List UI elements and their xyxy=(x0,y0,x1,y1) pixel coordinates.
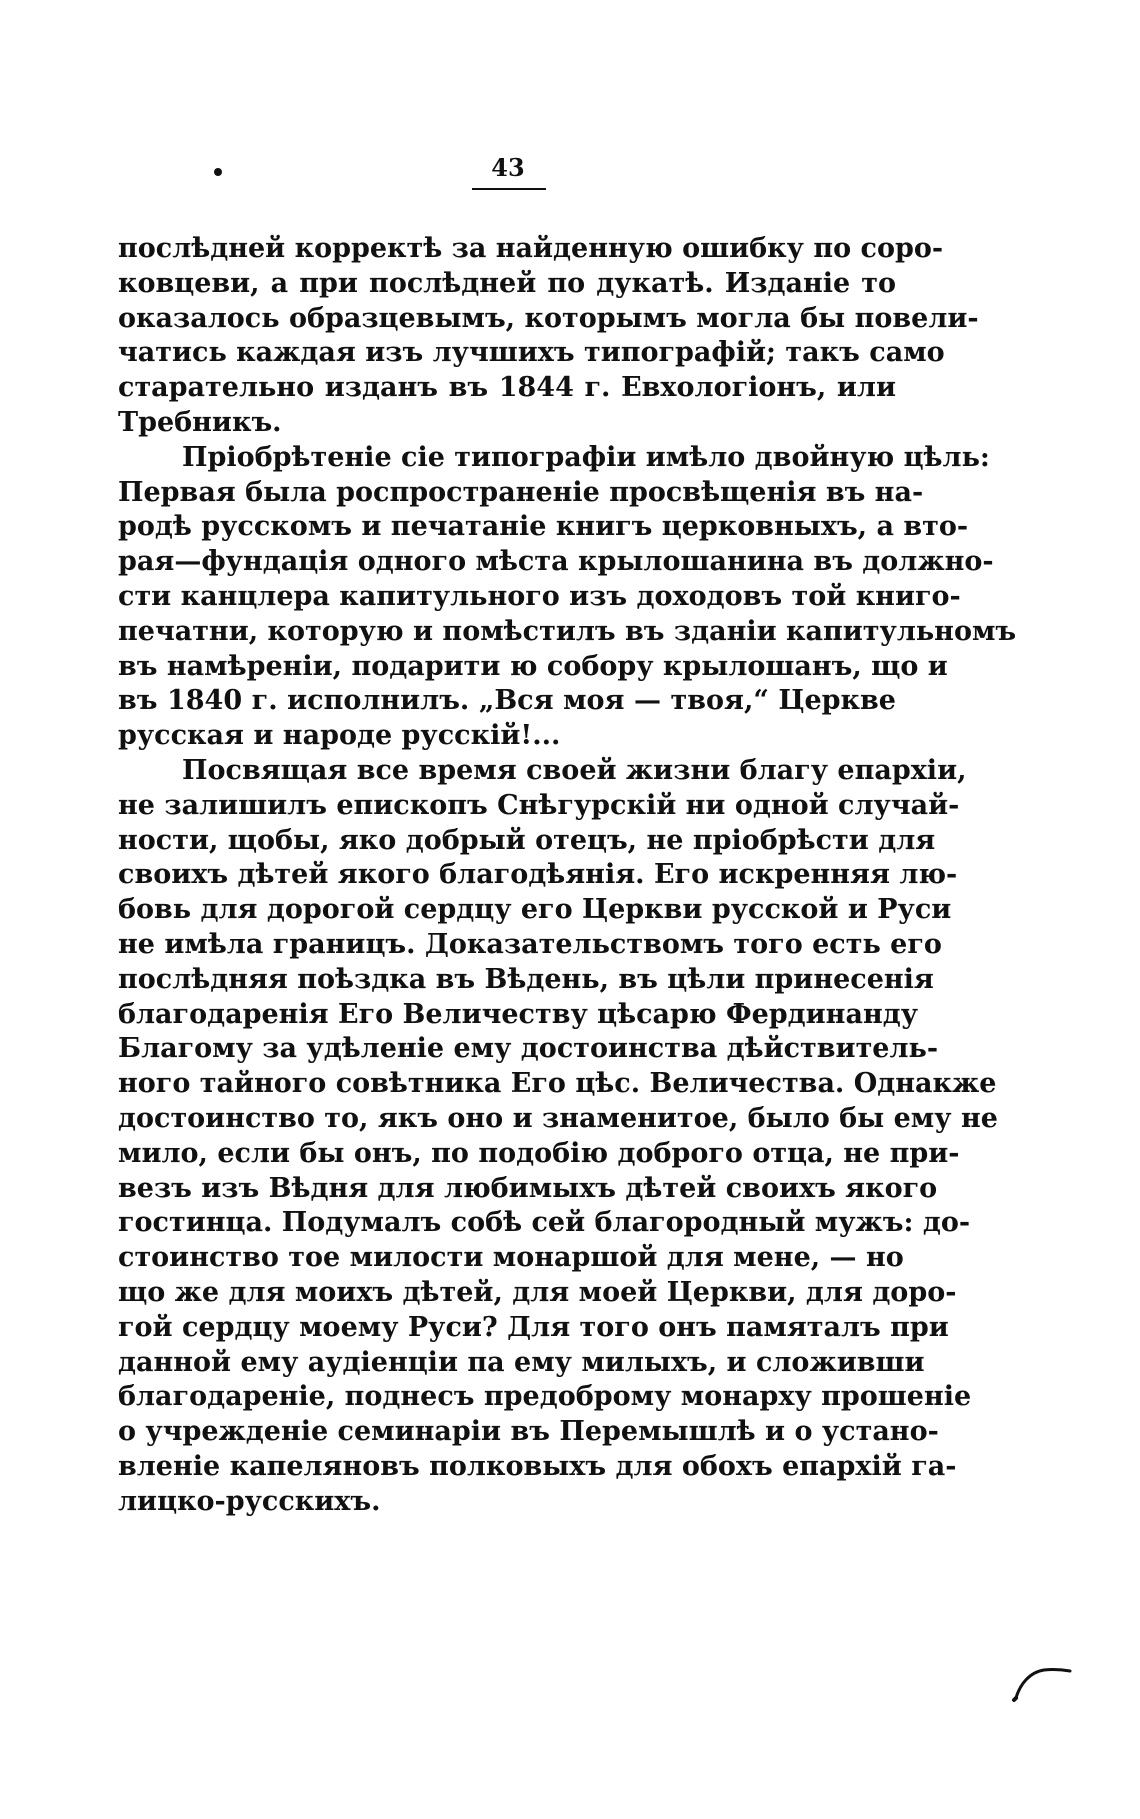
text-line: данной ему аудіенціи па ему милыхъ, и сложивши xyxy=(118,1346,925,1378)
text-line: стоинство тое милости монаршой для мене, — но xyxy=(118,1242,904,1274)
text-line: гостинца. Подумалъ собѣ сей благородный мужъ: до- xyxy=(118,1207,971,1239)
text-line: оказалось образцевымъ, которымъ могла бы повели- xyxy=(118,302,979,334)
text-line: не имѣла границъ. Доказательствомъ того есть его xyxy=(118,928,942,960)
text-line: ковцеви, а при послѣдней по дукатѣ. Изданіе то xyxy=(118,267,896,299)
text-line: лицко-русскихъ. xyxy=(118,1485,381,1517)
text-line: въ 1840 г. исполнилъ. „Вся моя — твоя,“ Церкве xyxy=(118,685,896,717)
page-number: 43 xyxy=(491,153,525,182)
text-line: рая—фундація одного мѣста крылошанина въ должно- xyxy=(118,546,994,578)
text-line: мило, если бы онъ, по подобію доброго отца, не при- xyxy=(118,1137,960,1169)
text-line: чатись каждая изъ лучшихъ типографій; такъ само xyxy=(118,337,945,369)
paragraph xyxy=(118,754,998,1520)
text-line: везъ изъ Вѣдня для любимыхъ дѣтей своихъ якого xyxy=(118,1172,938,1204)
text-line: въ намѣреніи, подарити ю собору крылошанъ, що и xyxy=(118,650,948,682)
text-line: послѣдняя поѣздка въ Вѣдень, въ цѣли принесенія xyxy=(118,963,934,995)
text-line: родѣ русскомъ и печатаніе книгъ церковныхъ, а вто- xyxy=(118,511,969,543)
body-text xyxy=(118,232,1017,1519)
paragraph xyxy=(118,232,979,441)
text-line: Пріобрѣтеніе сіе типографіи имѣло двойную цѣль: xyxy=(182,441,990,473)
text-line: Посвящая все время своей жизни благу епархіи, xyxy=(182,754,967,786)
text-line: що же для моихъ дѣтей, для моей Церкви, для доро- xyxy=(118,1276,957,1308)
text-line: печатни, которую и помѣстилъ въ зданіи капитульномъ xyxy=(118,615,1017,647)
text-line: ного тайного совѣтника Его цѣс. Величества. Однакже xyxy=(118,1068,997,1100)
text-line: Первая была роспространеніе просвѣщенія въ на- xyxy=(118,476,924,508)
text-line: достоинство то, якъ оно и знаменитое, было бы ему не xyxy=(118,1102,998,1134)
text-line: благодаренія Его Величеству цѣсарю Фердинанду xyxy=(118,998,918,1030)
paragraph xyxy=(118,441,1017,754)
text-line: своихъ дѣтей якого благодѣянія. Его искренняя лю- xyxy=(118,859,958,891)
text-line: вленіе капеляновъ полковыхъ для обохъ епархій га- xyxy=(118,1450,957,1482)
page-number-rule xyxy=(472,188,546,190)
printer-mark xyxy=(1010,1662,1072,1702)
text-line: Благому за удѣленіе ему достоинства дѣйствитель- xyxy=(118,1033,939,1065)
text-line: русская и народе русскій!... xyxy=(118,720,561,752)
text-line: послѣдней корректѣ за найденную ошибку по соро- xyxy=(118,233,944,264)
text-line: о учрежденіе семинаріи въ Перемышлѣ и о устано- xyxy=(118,1416,939,1448)
text-line: благодареніе, поднесъ предоброму монарху прошеніе xyxy=(118,1381,972,1413)
printer-dot xyxy=(214,168,222,176)
text-line: бовь для дорогой сердцу его Церкви русской и Руси xyxy=(118,894,952,926)
text-line: Требникъ. xyxy=(118,406,282,438)
text-line: старательно изданъ въ 1844 г. Евхологіонъ, или xyxy=(118,372,896,404)
text-line: сти канцлера капитульного изъ доходовъ той книго- xyxy=(118,580,961,612)
text-line: гой сердцу моему Руси? Для того онъ памяталъ при xyxy=(118,1311,949,1343)
text-line: не залишилъ епископъ Снѣгурскій ни одной случай- xyxy=(118,789,960,821)
text-line: ности, щобы, яко добрый отецъ, не пріобрѣсти для xyxy=(118,824,936,856)
